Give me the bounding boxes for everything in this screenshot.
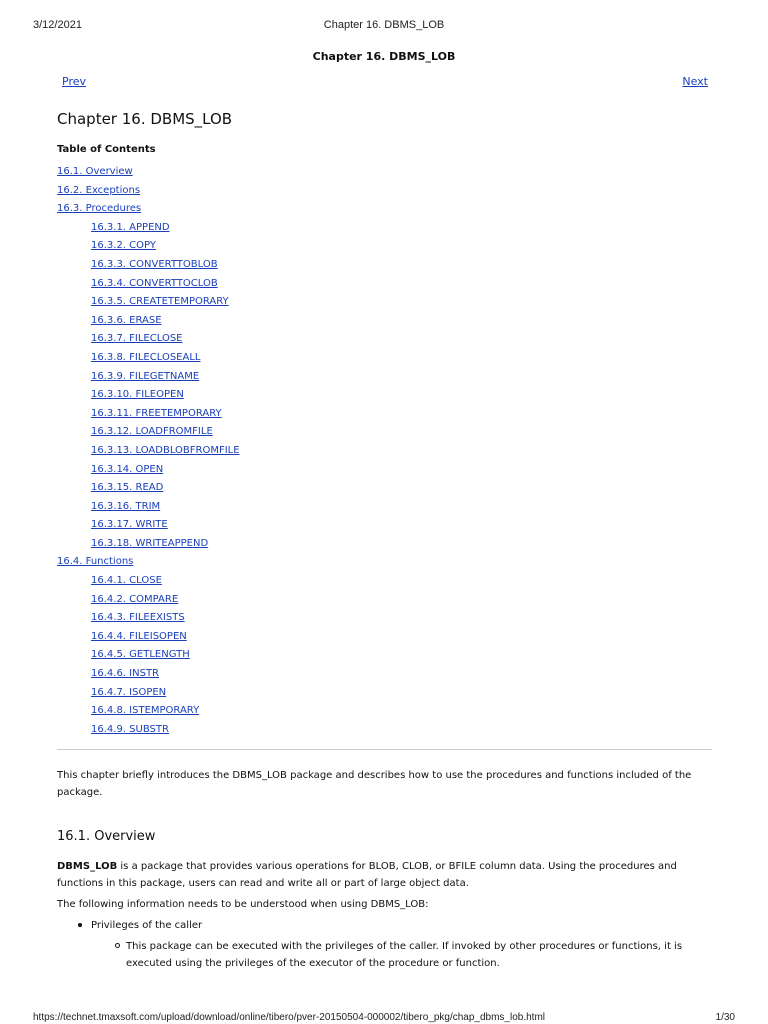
toc-item <box>57 386 240 405</box>
toc-link[interactable]: 16.4.6. INSTR <box>91 668 159 680</box>
print-url: https://technet.tmaxsoft.com/upload/download/online/tibero/pver-20150504-000002/tibero_pkg/chap_dbms_lob.html <box>33 1012 545 1023</box>
toc-item <box>57 721 240 740</box>
toc-item <box>57 423 240 442</box>
toc-link[interactable]: 16.3.14. OPEN <box>91 463 164 475</box>
toc-link[interactable]: 16.3.4. CONVERTTOCLOB <box>91 277 218 289</box>
toc-item <box>57 442 240 461</box>
toc-link[interactable]: 16.3.2. COPY <box>91 240 156 252</box>
toc-item <box>57 702 240 721</box>
toc-link[interactable]: 16.1. Overview <box>57 166 133 177</box>
toc-link[interactable]: 16.4.1. CLOSE <box>91 575 162 587</box>
prev-link[interactable]: Prev <box>62 75 86 88</box>
toc-link[interactable]: 16.3.7. FILECLOSE <box>91 333 183 345</box>
print-date: 3/12/2021 <box>33 19 82 31</box>
table-of-contents <box>57 163 240 739</box>
toc-title: Table of Contents <box>57 144 156 155</box>
print-title: Chapter 16. DBMS_LOB <box>323 19 445 31</box>
toc-item <box>57 479 240 498</box>
toc-link[interactable]: 16.3.16. TRIM <box>91 500 161 512</box>
sub-bullet-text: This package can be executed with the privileges of the caller. If invoked by other procedures or functions, it is executed using the privileges of the executor of the procedure or function. <box>126 941 683 969</box>
toc-item <box>57 628 240 647</box>
print-header <box>0 16 768 34</box>
toc-link[interactable]: 16.3. Procedures <box>57 203 142 215</box>
toc-link[interactable]: 16.3.11. FREETEMPORARY <box>91 407 222 419</box>
toc-link[interactable]: 16.2. Exceptions <box>57 184 141 196</box>
toc-item <box>57 237 240 256</box>
toc-item <box>57 609 240 628</box>
page-number: 1/30 <box>715 1012 735 1023</box>
next-link[interactable]: Next <box>682 75 708 88</box>
toc-link[interactable]: 16.3.1. APPEND <box>91 221 170 233</box>
section-heading-overview: 16.1. Overview <box>57 829 156 844</box>
toc-item <box>57 461 240 480</box>
toc-link[interactable]: 16.3.5. CREATETEMPORARY <box>91 296 229 308</box>
toc-link[interactable]: 16.3.15. READ <box>91 482 164 494</box>
toc-item <box>57 684 240 703</box>
toc-link[interactable]: 16.4.5. GETLENGTH <box>91 649 190 661</box>
bullet-item <box>78 917 202 934</box>
toc-item <box>57 572 240 591</box>
toc-link[interactable]: 16.4. Functions <box>57 556 134 568</box>
toc-link[interactable]: 16.3.6. ERASE <box>91 314 162 326</box>
toc-link[interactable]: 16.4.3. FILEEXISTS <box>91 612 185 624</box>
toc-item <box>57 349 240 368</box>
toc-link[interactable]: 16.3.9. FILEGETNAME <box>91 370 200 382</box>
toc-link[interactable]: 16.4.8. ISTEMPORARY <box>91 705 200 717</box>
toc-item <box>57 200 240 219</box>
toc-link[interactable]: 16.3.3. CONVERTTOBLOB <box>91 258 218 270</box>
toc-item <box>57 293 240 312</box>
toc-link[interactable]: 16.4.4. FILEISOPEN <box>91 630 187 642</box>
toc-item <box>57 646 240 665</box>
toc-item <box>57 553 240 572</box>
toc-item <box>57 665 240 684</box>
toc-link[interactable]: 16.4.2. COMPARE <box>91 593 179 605</box>
toc-link[interactable]: 16.3.18. WRITEAPPEND <box>91 537 209 549</box>
toc-item <box>57 256 240 275</box>
toc-item <box>57 368 240 387</box>
toc-item <box>57 591 240 610</box>
overview-paragraph-text: is a package that provides various operations for BLOB, CLOB, or BFILE column data. Using the procedures and functions in this package, users can read and write all or part of large object data. <box>57 861 677 889</box>
toc-item <box>57 219 240 238</box>
intro-paragraph: This chapter briefly introduces the DBMS_LOB package and describes how to use the procedures and functions included of the package. <box>57 770 692 798</box>
toc-link[interactable]: 16.3.12. LOADFROMFILE <box>91 426 213 438</box>
toc-item <box>57 516 240 535</box>
toc-item <box>57 312 240 331</box>
circle-bullet-icon <box>115 943 120 948</box>
info-paragraph: The following information needs to be understood when using DBMS_LOB: <box>57 899 429 910</box>
doc-title: Chapter 16. DBMS_LOB <box>312 50 456 63</box>
divider <box>57 749 712 750</box>
toc-link[interactable]: 16.4.9. SUBSTR <box>91 723 169 735</box>
toc-item <box>57 330 240 349</box>
sub-bullet-item <box>115 938 715 972</box>
overview-paragraph <box>57 858 717 892</box>
toc-link[interactable]: 16.3.17. WRITE <box>91 519 168 531</box>
toc-item <box>57 498 240 517</box>
toc-item <box>57 163 240 182</box>
toc-item <box>57 405 240 424</box>
bullet-text: Privileges of the caller <box>91 920 203 931</box>
toc-item <box>57 182 240 201</box>
toc-link[interactable]: 16.3.8. FILECLOSEALL <box>91 351 201 363</box>
toc-link[interactable]: 16.4.7. ISOPEN <box>91 686 167 698</box>
toc-item <box>57 535 240 554</box>
toc-link[interactable]: 16.3.13. LOADBLOBFROMFILE <box>91 444 240 456</box>
package-name: DBMS_LOB <box>57 861 118 872</box>
toc-item <box>57 275 240 294</box>
chapter-heading: Chapter 16. DBMS_LOB <box>57 110 233 128</box>
toc-link[interactable]: 16.3.10. FILEOPEN <box>91 389 184 401</box>
bullet-dot-icon <box>78 923 82 927</box>
